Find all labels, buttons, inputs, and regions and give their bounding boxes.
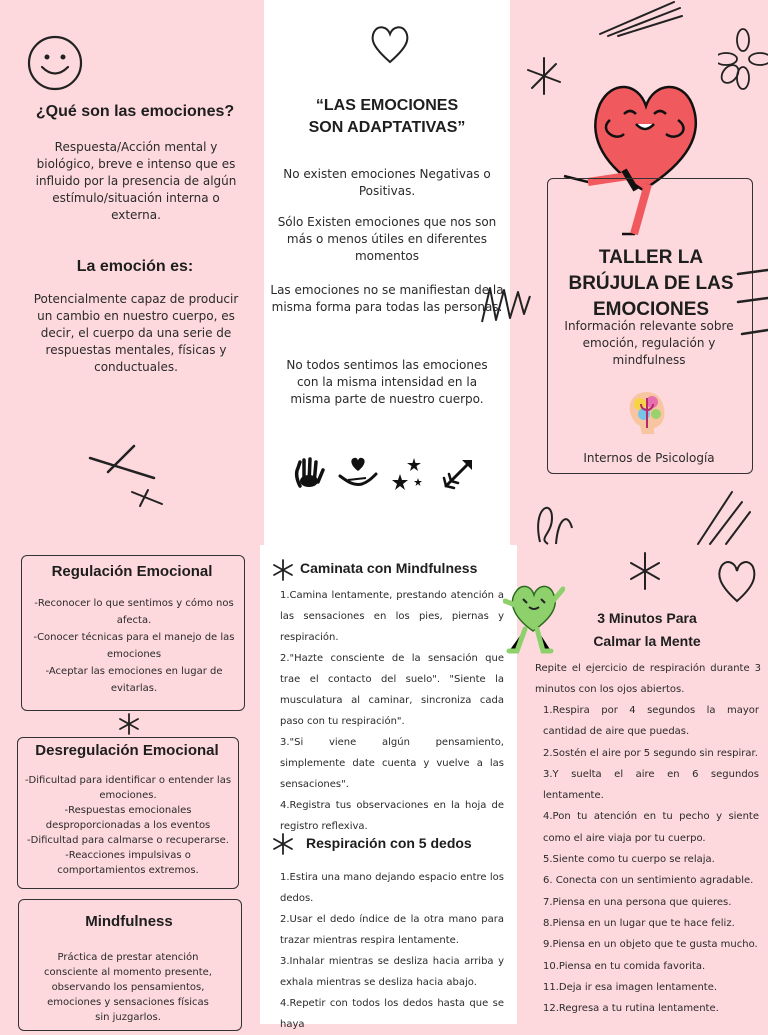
left-top-panel bbox=[0, 0, 264, 545]
quote-title: “LAS EMOCIONES SON ADAPTATIVAS” bbox=[308, 97, 466, 136]
right-lines-icon bbox=[736, 268, 768, 338]
asterisk-respiracion-icon bbox=[272, 833, 294, 855]
tres-minutos-title: 3 Minutos Para Calmar la Mente bbox=[593, 610, 701, 649]
desregulacion-item: -Dificultad para identificar o entender las emociones. bbox=[24, 775, 232, 801]
tres-minutos-step: 9.Piensa en un objeto que te gusta mucho. bbox=[543, 939, 758, 951]
caminata-steps bbox=[280, 585, 504, 837]
stars-icon bbox=[390, 456, 426, 492]
brain-logo-icon bbox=[624, 388, 670, 438]
respiracion-step: 2.Usar el dedo índice de la otra mano para trazar mientras respira lentamente. bbox=[280, 914, 504, 946]
respiracion-title: Respiración con 5 dedos bbox=[306, 835, 472, 851]
heart-hands-icon bbox=[338, 456, 378, 490]
arrow-icon bbox=[442, 456, 476, 490]
que-son-text: Respuesta/Acción mental y biológico, breve e intenso que es influido por la presencia de algún estímulo/situación interna o externa. bbox=[35, 140, 237, 222]
center-top-panel bbox=[264, 0, 510, 545]
tres-minutos-intro: Repite el ejercicio de respiración durante 3 minutos con los ojos abiertos. bbox=[535, 663, 761, 695]
heart-outline-right-icon bbox=[715, 555, 759, 605]
center-paragraph-4: No todos sentimos las emociones con la misma intensidad en la misma parte de nuestro cuerpo. bbox=[286, 358, 488, 406]
desregulacion-item: -Dificultad para calmarse o recuperarse. bbox=[27, 835, 229, 846]
bottom-right-panel bbox=[517, 545, 768, 1024]
zigzag-icon bbox=[480, 284, 532, 324]
tres-minutos-step: 6. Conecta con un sentimiento agradable. bbox=[543, 875, 754, 887]
emocion-text: Potencialmente capaz de producir un cambio en nuestro cuerpo, es decir, el cuerpo da una serie de respuestas mentales, físicas y conductuales. bbox=[33, 292, 239, 374]
tres-minutos-step: 3.Y suelta el aire en 6 segundos lentamente. bbox=[543, 768, 759, 802]
asterisk-small-icon bbox=[118, 713, 140, 735]
center-paragraph-3: Las emociones no se manifiestan de la misma forma para todas las personas. bbox=[270, 283, 504, 314]
caminata-step: 1.Camina lentamente, prestando atención a las sensaciones en los pies, piernas y respiración. bbox=[280, 590, 504, 643]
heart-outline-icon bbox=[368, 22, 412, 66]
regulacion-title: Regulación Emocional bbox=[51, 563, 213, 580]
caminata-title: Caminata con Mindfulness bbox=[300, 560, 478, 576]
hand-icon bbox=[292, 456, 326, 490]
tres-minutos-step: 12.Regresa a tu rutina lentamente. bbox=[543, 1003, 719, 1015]
bottom-center-panel bbox=[260, 545, 517, 1030]
regulacion-list bbox=[22, 595, 246, 697]
caminata-step: 4.Registra tus observaciones en la hoja de registro reflexiva. bbox=[280, 800, 504, 832]
tres-minutos-step: 5.Siente como tu cuerpo se relaja. bbox=[543, 854, 715, 866]
emocion-title: La emoción es: bbox=[76, 258, 194, 275]
respiracion-step: 3.Inhalar mientras se desliza hacia arriba y exhala mientras se desliza hacia abajo. bbox=[280, 956, 504, 988]
green-heart-mascot-icon bbox=[503, 575, 565, 657]
desregulacion-title: Desregulación Emocional bbox=[35, 742, 219, 759]
regulacion-item: -Aceptar las emociones en lugar de evitarlas. bbox=[45, 666, 223, 694]
regulacion-item: -Reconocer lo que sentimos y cómo nos afecta. bbox=[34, 598, 234, 626]
cover-footer: Internos de Psicología bbox=[583, 451, 715, 465]
scribble-icon bbox=[594, 0, 684, 40]
respiracion-step: 1.Estira una mano dejando espacio entre los dedos. bbox=[280, 872, 504, 904]
tres-minutos-step: 11.Deja ir esa imagen lentamente. bbox=[543, 981, 718, 993]
caminata-step: 2."Hazte consciente de la sensación que trae el contacto del suelo". "Siente la musculatura al caminar, sincroniza cada paso con tu respiración". bbox=[280, 653, 504, 727]
tres-minutos-step: 10.Piensa en tu comida favorita. bbox=[543, 960, 706, 972]
cross-doodle-icon bbox=[86, 440, 166, 510]
desregulacion-list bbox=[20, 773, 236, 878]
asterisk-caminata-icon bbox=[272, 559, 294, 581]
mindfulness-title: Mindfulness bbox=[85, 913, 173, 930]
center-paragraph-2: Sólo Existen emociones que nos son más o menos útiles en diferentes momentos bbox=[277, 215, 497, 263]
center-paragraph-1: No existen emociones Negativas o Positivas. bbox=[283, 167, 491, 198]
regulacion-item: -Conocer técnicas para el manejo de las emociones bbox=[33, 632, 235, 660]
tres-minutos-steps bbox=[543, 700, 759, 1019]
smiley-icon bbox=[26, 34, 84, 92]
cover-title: TALLER LA BRÚJULA DE LAS EMOCIONES bbox=[568, 247, 734, 320]
bottom-doodles-icon bbox=[528, 488, 758, 546]
caminata-step: 3."Si viene algún pensamiento, simplemente date cuenta y vuelve a las sensaciones". bbox=[280, 737, 504, 790]
que-son-title: ¿Qué son las emociones? bbox=[35, 103, 235, 120]
respiracion-step: 4.Repetir con todos los dedos hasta que se haya bbox=[280, 998, 504, 1030]
asterisk-star-icon bbox=[627, 551, 663, 591]
tres-minutos-step: 8.Piensa en un lugar que te hace feliz. bbox=[543, 917, 735, 929]
tres-minutos-step: 1.Respira por 4 segundos la mayor cantidad de aire que puedas. bbox=[543, 705, 759, 738]
respiracion-steps bbox=[280, 867, 504, 1035]
desregulacion-item: -Reacciones impulsivas o comportamientos extremos. bbox=[57, 850, 199, 876]
tres-minutos-step: 4.Pon tu atención en tu pecho y siente como el aire viaja por tu cuerpo. bbox=[543, 811, 759, 844]
cover-panel bbox=[510, 0, 768, 545]
bottom-left-panel bbox=[0, 545, 260, 1024]
cover-subtitle: Información relevante sobre emoción, regulación y mindfulness bbox=[564, 319, 734, 367]
tres-minutos-step: 2.Sostén el aire por 5 segundo sin respirar. bbox=[543, 747, 758, 759]
desregulacion-item: -Respuestas emocionales desproporcionadas a los eventos bbox=[45, 805, 211, 831]
tres-minutos-step: 7.Piensa en una persona que quieres. bbox=[543, 896, 732, 908]
mindfulness-text: Práctica de prestar atención consciente al momento presente, observando los pensamientos, emociones y sensaciones físicas sin juzgarlos. bbox=[44, 952, 212, 1023]
